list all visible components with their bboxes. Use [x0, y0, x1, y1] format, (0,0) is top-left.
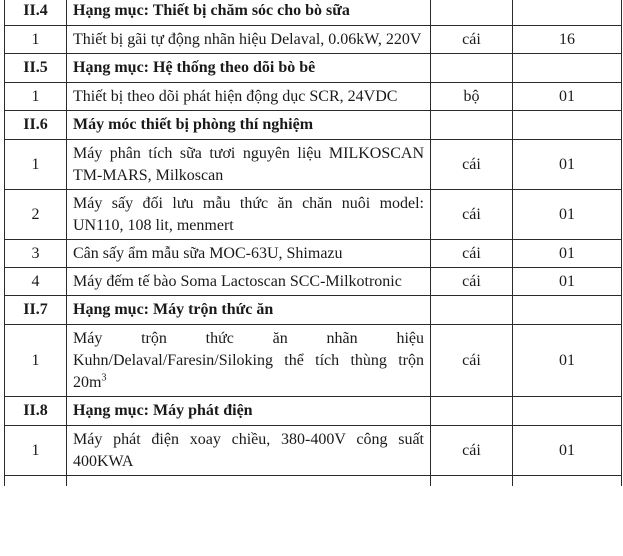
- item-name: Máy phân tích sữa tươi nguyên liệu MILKOSCAN TM-MARS, Milkoscan: [67, 140, 431, 190]
- item-number: 1: [5, 26, 67, 54]
- item-name: Máy trộn thức ăn nhãn hiệu Kuhn/Delaval/Faresin/Siloking thể tích thùng trộn 20m: [73, 330, 424, 391]
- section-title: Máy móc thiết bị phòng thí nghiệm: [67, 111, 431, 140]
- section-title: Hạng mục: Máy trộn thức ăn: [67, 296, 431, 325]
- cropped-row: [5, 476, 622, 487]
- item-number: 4: [5, 268, 67, 296]
- section-code: II.8: [5, 397, 67, 426]
- section-row: [5, 111, 622, 140]
- empty-cell: [431, 397, 513, 426]
- section-code: II.6: [5, 111, 67, 140]
- section-code: II.5: [5, 54, 67, 83]
- table-row: [5, 325, 622, 397]
- item-name: Thiết bị theo dõi phát hiện động dục SCR, 24VDC: [67, 83, 431, 111]
- empty-cell: [513, 111, 622, 140]
- empty-cell: [431, 0, 513, 26]
- table-row: [5, 268, 622, 296]
- item-unit: cái: [431, 325, 513, 397]
- item-name: Máy đếm tế bào Soma Lactoscan SCC-Milkotronic: [67, 268, 431, 296]
- item-unit: bộ: [431, 83, 513, 111]
- table-row: [5, 426, 622, 476]
- section-title: Hạng mục: Máy phát điện: [67, 397, 431, 426]
- table-row: [5, 26, 622, 54]
- section-code: II.7: [5, 296, 67, 325]
- item-number: 2: [5, 190, 67, 240]
- section-row: [5, 54, 622, 83]
- section-title: Hạng mục: Thiết bị chăm sóc cho bò sữa: [67, 0, 431, 26]
- item-name: Thiết bị gãi tự động nhãn hiệu Delaval, 0.06kW, 220V: [67, 26, 431, 54]
- empty-cell: [513, 296, 622, 325]
- empty-cell: [513, 397, 622, 426]
- item-quantity: 01: [513, 140, 622, 190]
- empty-cell: [431, 54, 513, 83]
- item-number: 1: [5, 83, 67, 111]
- item-quantity: 01: [513, 268, 622, 296]
- section-row: [5, 0, 622, 26]
- item-number: 1: [5, 140, 67, 190]
- item-unit: cái: [431, 140, 513, 190]
- item-quantity: 01: [513, 426, 622, 476]
- item-name: Máy phát điện xoay chiều, 380-400V công suất 400KWA: [67, 426, 431, 476]
- item-number: 1: [5, 325, 67, 397]
- item-quantity: 01: [513, 83, 622, 111]
- empty-cell: [513, 54, 622, 83]
- item-quantity: 01: [513, 240, 622, 268]
- empty-cell: [431, 111, 513, 140]
- equipment-table: [4, 0, 622, 486]
- superscript: 3: [101, 372, 107, 384]
- item-quantity: 01: [513, 325, 622, 397]
- table-row: [5, 240, 622, 268]
- section-row: [5, 296, 622, 325]
- table-row: [5, 83, 622, 111]
- empty-cell: [67, 476, 431, 487]
- empty-cell: [431, 296, 513, 325]
- item-name: Cân sấy ẩm mẫu sữa MOC-63U, Shimazu: [67, 240, 431, 268]
- item-number: 3: [5, 240, 67, 268]
- table-row: [5, 140, 622, 190]
- empty-cell: [513, 0, 622, 26]
- item-unit: cái: [431, 426, 513, 476]
- section-title: Hạng mục: Hệ thống theo dõi bò bê: [67, 54, 431, 83]
- item-name: Máy sấy đối lưu mẫu thức ăn chăn nuôi model: UN110, 108 lit, menmert: [67, 190, 431, 240]
- item-unit: cái: [431, 190, 513, 240]
- item-number: 1: [5, 426, 67, 476]
- section-code: II.4: [5, 0, 67, 26]
- section-row: [5, 397, 622, 426]
- empty-cell: [431, 476, 513, 487]
- empty-cell: [5, 476, 67, 487]
- empty-cell: [513, 476, 622, 487]
- item-unit: cái: [431, 268, 513, 296]
- table-row: [5, 190, 622, 240]
- item-name-cell: [67, 325, 431, 397]
- item-unit: cái: [431, 26, 513, 54]
- item-quantity: 16: [513, 26, 622, 54]
- item-unit: cái: [431, 240, 513, 268]
- item-quantity: 01: [513, 190, 622, 240]
